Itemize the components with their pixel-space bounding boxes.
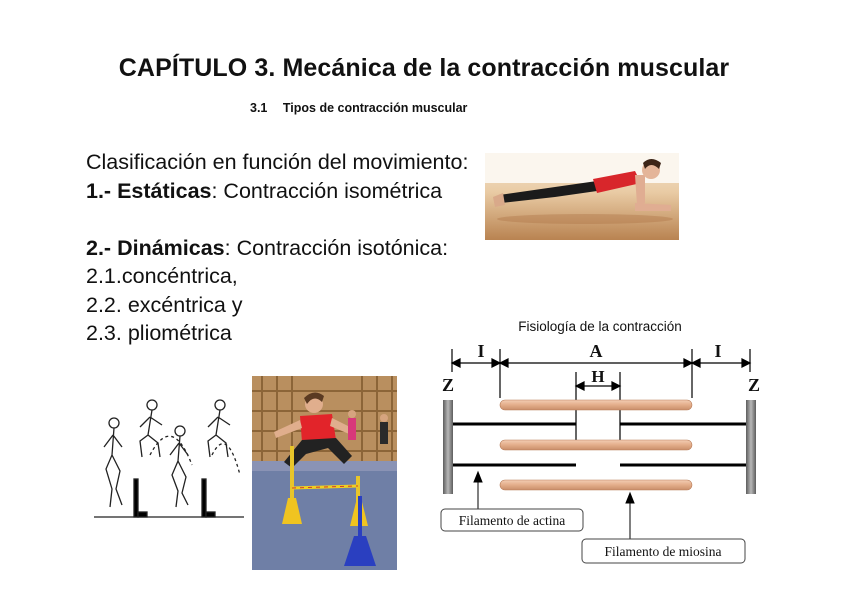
jumping-figure-sketch: [92, 395, 247, 525]
actin-label: Filamento de actina: [458, 513, 566, 528]
static-description: : Contracción isométrica: [211, 178, 443, 203]
z-disc-left: [443, 400, 453, 494]
myosin-filament: [500, 400, 692, 410]
static-heading: 1.- Estáticas: [86, 178, 212, 203]
myosin-label: Filamento de miosina: [604, 544, 722, 559]
list-item: 2.2. excéntrica y: [86, 292, 243, 317]
dynamic-line: [86, 234, 468, 263]
classification-text: [86, 148, 468, 348]
dynamic-description: : Contracción isotónica:: [224, 235, 449, 260]
static-line: [86, 177, 468, 206]
list-item: 2.3. pliométrica: [86, 321, 232, 345]
spacer: [86, 205, 468, 234]
a-band-label: A: [589, 341, 603, 361]
hurdle-jump-photo: [252, 376, 397, 570]
sarcomere-diagram: [428, 312, 773, 572]
myosin-filament: [500, 440, 692, 450]
plank-photo: [485, 153, 679, 240]
myosin-filament: [500, 480, 692, 490]
list-item: 2.1.concéntrica,: [86, 264, 238, 288]
intro-line: Clasificación en función del movimiento:: [86, 150, 469, 174]
section-number: 3.1: [250, 101, 268, 115]
diagram-title: Fisiología de la contracción: [518, 319, 682, 334]
page-title: CAPÍTULO 3. Mecánica de la contracción muscular: [118, 54, 730, 82]
section-heading: Tipos de contracción muscular: [282, 101, 468, 115]
z-line-label-right: Z: [747, 375, 761, 395]
i-band-label-right: I: [714, 341, 722, 361]
section-subtitle: [250, 101, 467, 115]
h-zone-label: H: [591, 367, 605, 386]
i-band-label-left: I: [477, 341, 485, 361]
z-disc-right: [746, 400, 756, 494]
z-line-label-left: Z: [441, 375, 455, 395]
dynamic-heading: 2.- Dinámicas: [86, 235, 225, 260]
